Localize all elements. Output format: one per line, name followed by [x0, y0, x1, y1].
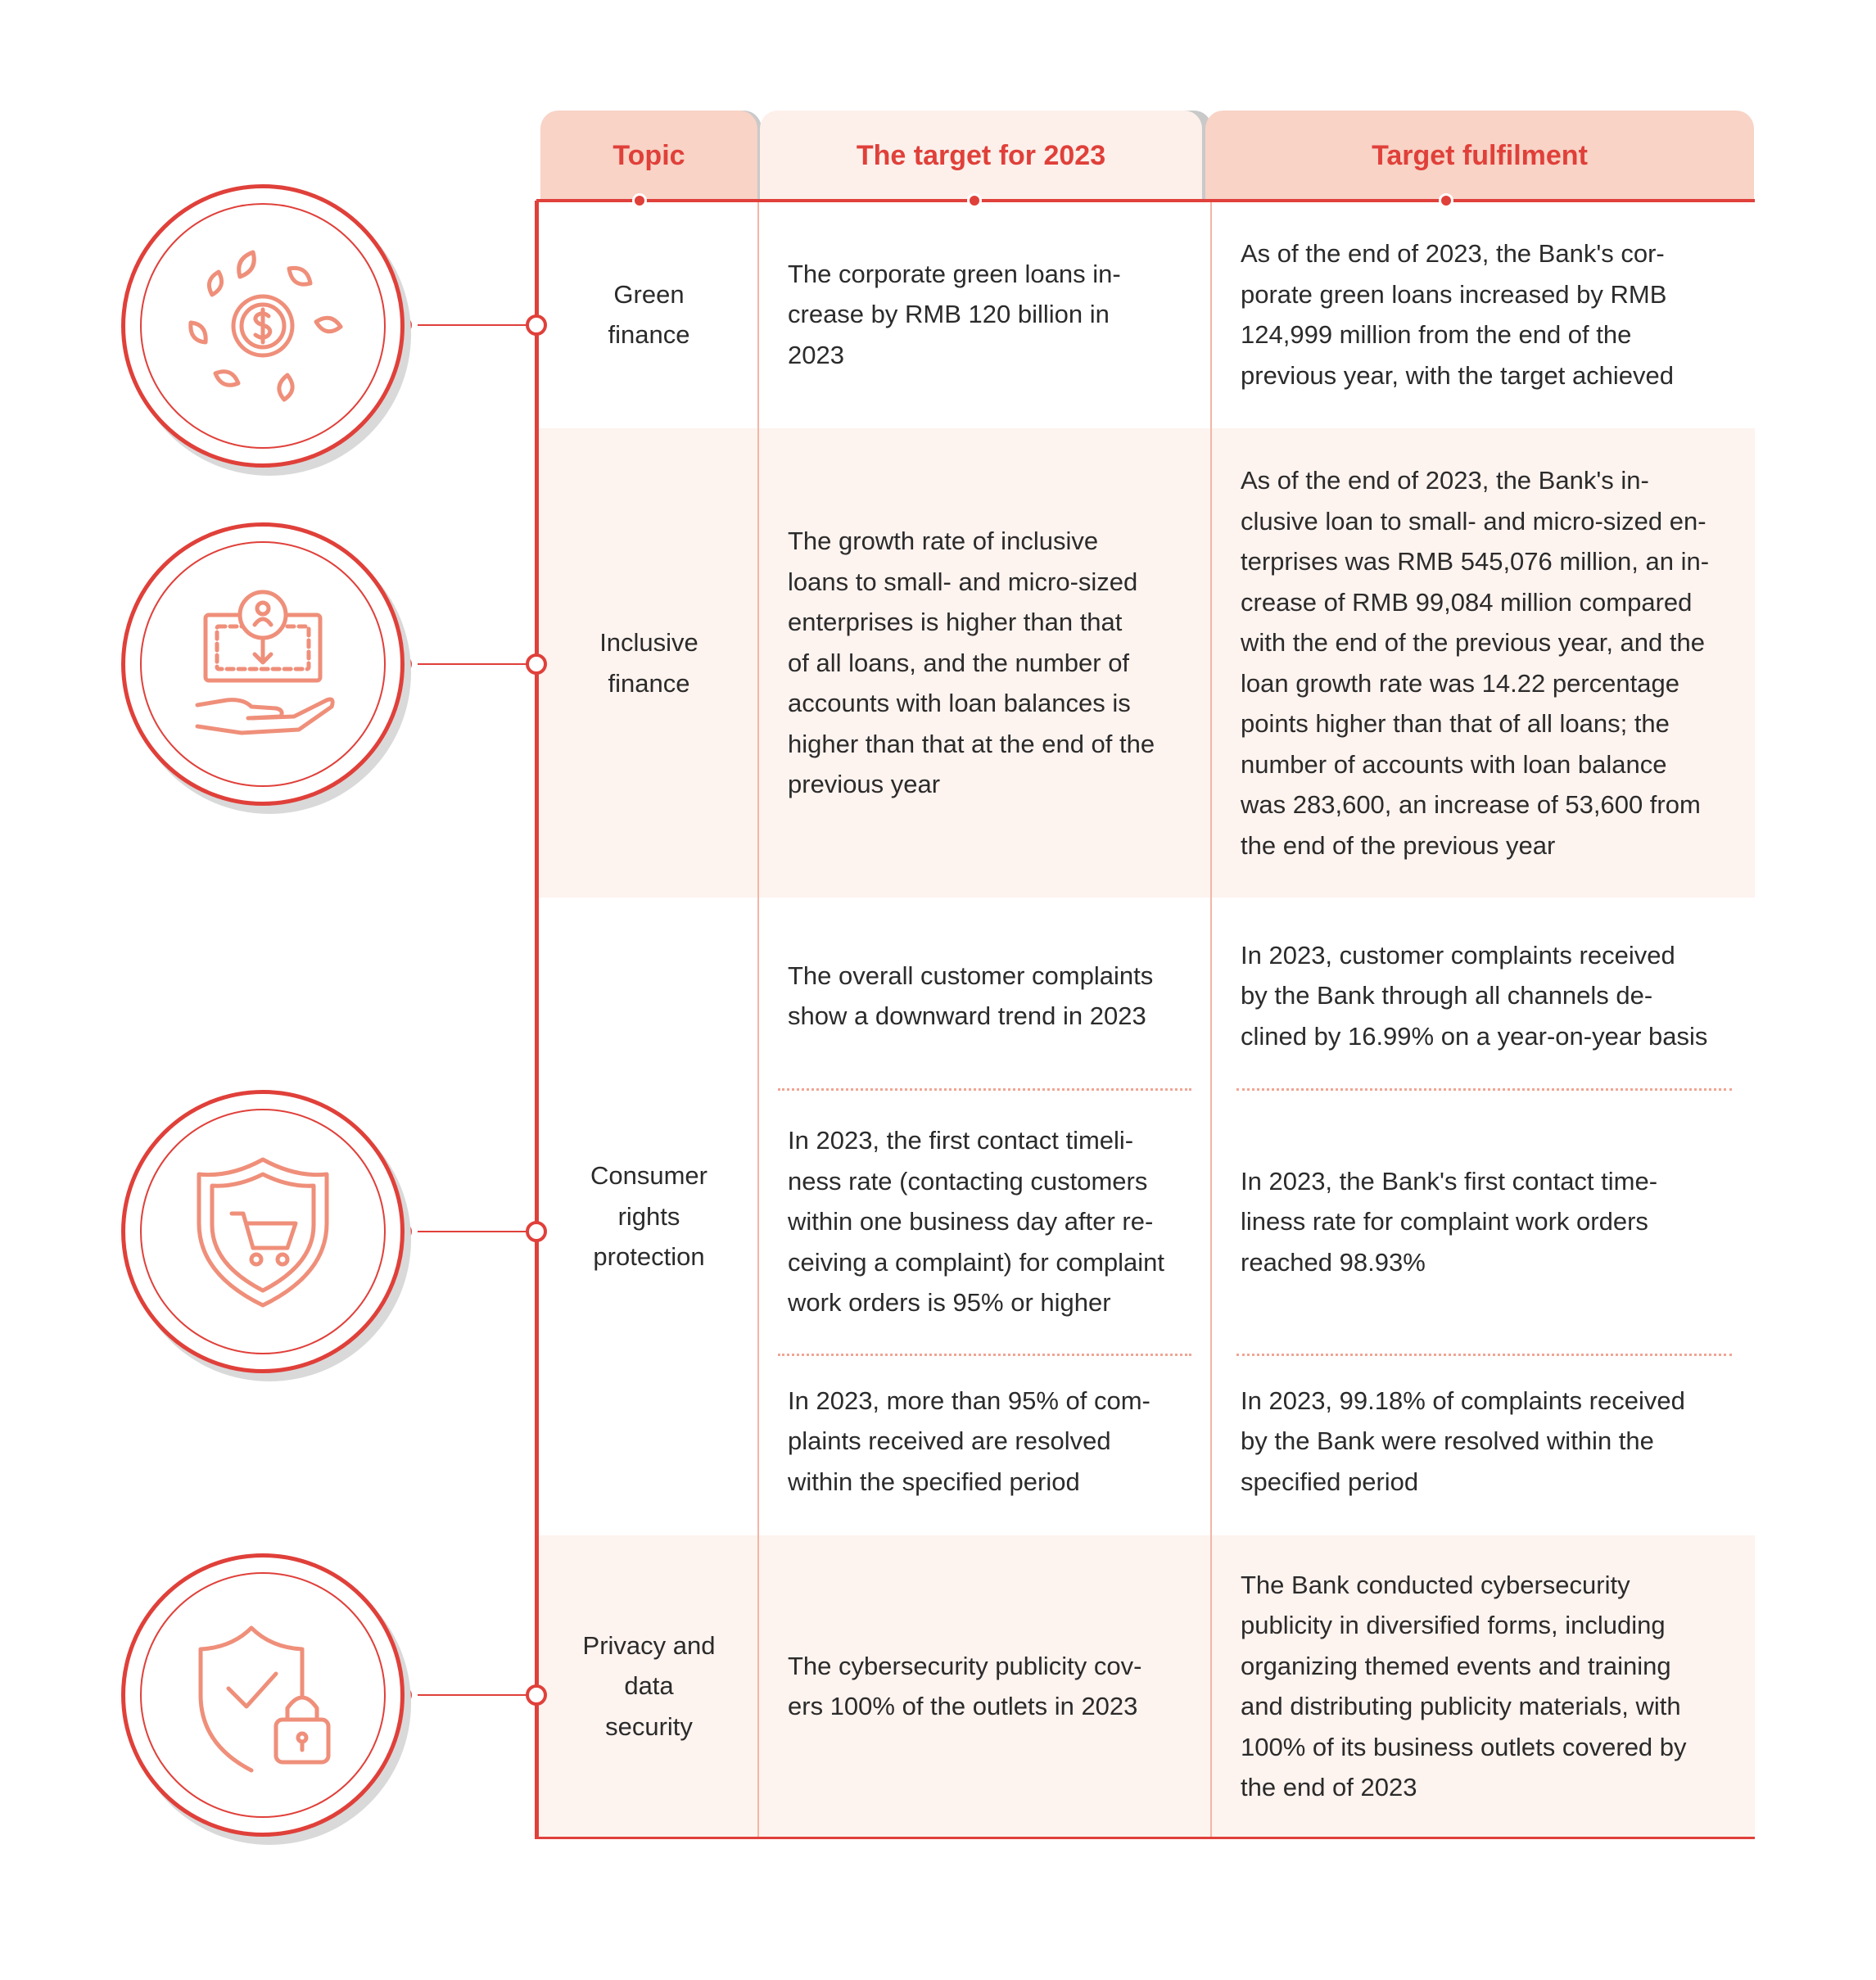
- target-green-finance: The corporate green loans in- crease by RMB 120 billion in 2023: [788, 259, 1121, 369]
- green-finance-medallion: [121, 184, 405, 468]
- connector-line-privacy: [418, 1694, 527, 1696]
- topic-inclusive-finance: Inclusive finance: [599, 628, 698, 698]
- sub-divider-target-2: [778, 1354, 1191, 1356]
- sub-divider-fulfilment-1: [1236, 1088, 1732, 1091]
- privacy-security-medallion: [121, 1553, 405, 1837]
- connector-line-green: [418, 324, 527, 326]
- connector-ring-privacy: [526, 1684, 547, 1706]
- header-target: [760, 111, 1202, 201]
- column-divider-1: [757, 202, 759, 1837]
- fulfilment-inclusive-finance: As of the end of 2023, the Bank's in- clusive loan to small- and micro-sized en- terprises was RMB 545,076 million, an in- crease of RMB 99,084 million compared with the end of the previous year, and the loan growth rate was 14.22 percentage points higher than that of all loans; the number of accounts with loan balance was 283,600, an increase of 53,600 from the end of the previous year: [1241, 466, 1710, 860]
- inclusive-finance-medallion: [121, 522, 405, 806]
- connector-line-inclusive: [418, 663, 527, 665]
- topic-green-finance: Green finance: [608, 279, 690, 349]
- security-shield-lock-icon: [181, 1613, 345, 1777]
- target-privacy-security: The cybersecurity publicity cov- ers 100% of the outlets in 2023: [788, 1651, 1142, 1720]
- header-fulfilment-label: Target fulfilment: [1372, 139, 1588, 171]
- timeline-bar: [535, 201, 539, 1838]
- fulfilment-privacy-security: The Bank conducted cybersecurity publicity in diversified forms, including organizing themed events and training and distributing publicity materials, with 100% of its business outlets covered by the end of 2023: [1241, 1570, 1687, 1801]
- header-topic: [540, 111, 757, 201]
- sub-divider-target-1: [778, 1088, 1191, 1091]
- sub-divider-fulfilment-2: [1236, 1354, 1732, 1356]
- connector-ring-consumer: [526, 1221, 547, 1242]
- connector-line-consumer: [418, 1231, 527, 1232]
- fulfilment-consumer-rights-1: In 2023, customer complaints received by the Bank through all channels de- clined by 16.99% on a year-on-year basis: [1241, 940, 1708, 1051]
- column-divider-2: [1210, 202, 1212, 1837]
- target-consumer-rights-2: In 2023, the first contact timeli- ness rate (contacting customers within one business day after re- ceiving a complaint) for complaint work orders is 95% or higher: [788, 1126, 1165, 1318]
- header-topic-label: Topic: [613, 139, 685, 171]
- header-target-label: The target for 2023: [856, 139, 1106, 171]
- target-inclusive-finance: The growth rate of inclusive loans to small- and micro-sized enterprises is higher than that of all loans, and the number of accounts with loan balances is higher than that at the end of the previous year: [788, 527, 1155, 799]
- target-consumer-rights-1: The overall customer complaints show a downward trend in 2023: [788, 961, 1154, 1030]
- fulfilment-consumer-rights-2: In 2023, the Bank's first contact time- liness rate for complaint work orders reached 98.93%: [1241, 1166, 1658, 1277]
- fulfilment-green-finance: As of the end of 2023, the Bank's cor- porate green loans increased by RMB 124,999 million from the end of the previous year, with the target achieved: [1241, 239, 1675, 390]
- header-fulfilment: [1205, 111, 1754, 201]
- connector-ring-inclusive: [526, 653, 547, 675]
- green-finance-icon: [181, 244, 345, 408]
- topic-privacy-security: Privacy and data security: [582, 1630, 716, 1741]
- topic-consumer-rights: Consumer rights protection: [590, 1161, 707, 1272]
- target-consumer-rights-3: In 2023, more than 95% of com- plaints received are resolved within the specified period: [788, 1386, 1150, 1496]
- table-bottom-rule: [535, 1837, 1755, 1839]
- consumer-rights-shield-cart-icon: [181, 1150, 345, 1313]
- connector-ring-green: [526, 314, 547, 336]
- inclusive-finance-icon: [181, 582, 345, 746]
- consumer-rights-medallion: [121, 1090, 405, 1373]
- fulfilment-consumer-rights-3: In 2023, 99.18% of complaints received by the Bank were resolved within the specified period: [1241, 1386, 1685, 1496]
